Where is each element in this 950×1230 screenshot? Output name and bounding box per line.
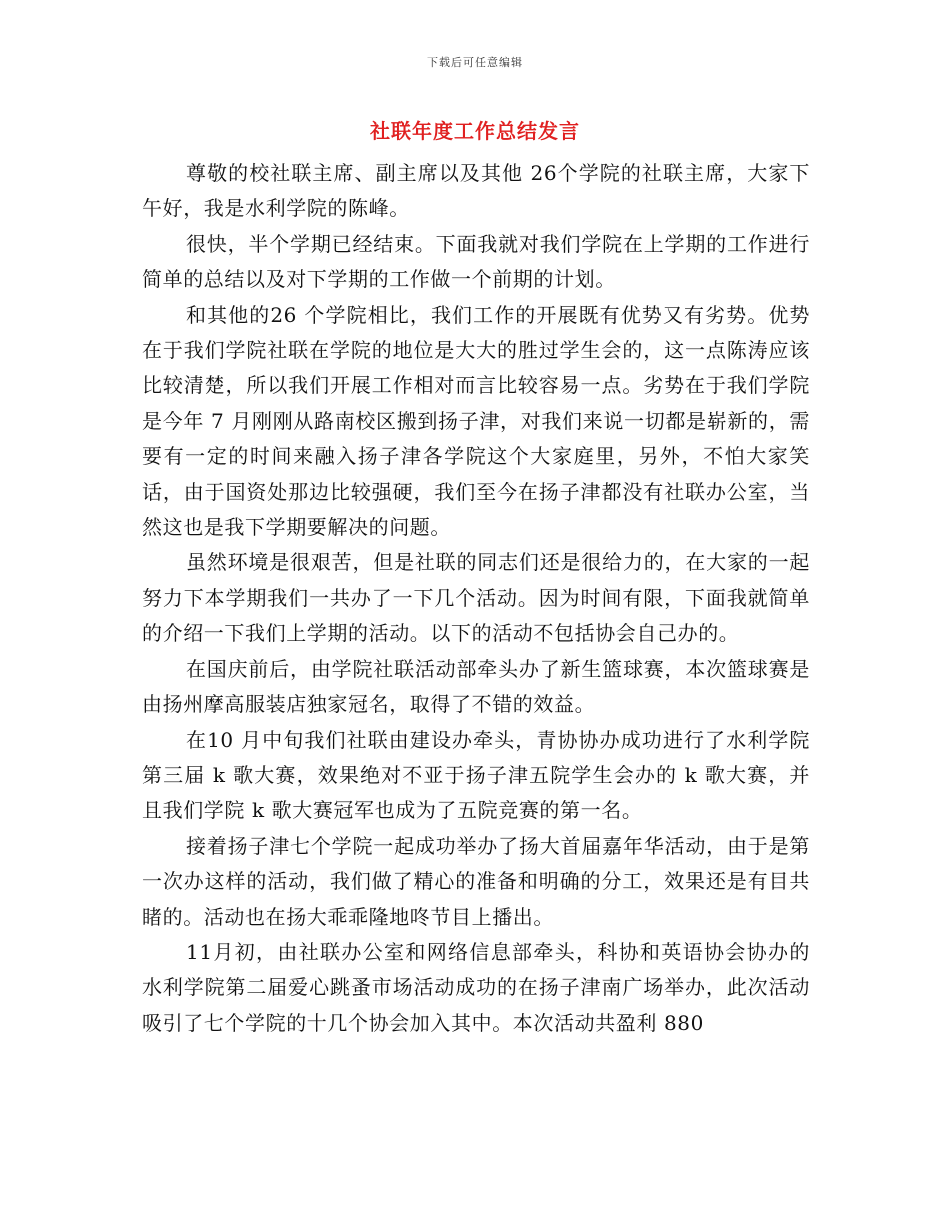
paragraph: 虽然环境是很艰苦，但是社联的同志们还是很给力的，在大家的一起努力下本学期我们一共办了一下几个活动。因为时间有限，下面我就简单的介绍一下我们上学期的活动。以下的活动不包括协会自己办的。 [142, 550, 810, 646]
paragraph: 11月初，由社联办公室和网络信息部牵头，科协和英语协会协办的水利学院第二届爱心跳蚤市场活动成功的在扬子津南广场举办，此次活动吸引了七个学院的十几个协会加入其中。本次活动共盈利 880 [142, 939, 810, 1035]
paragraph: 在国庆前后，由学院社联活动部牵头办了新生篮球赛，本次篮球赛是由扬州摩高服装店独家冠名，取得了不错的效益。 [142, 656, 810, 717]
paragraph: 和其他的26 个学院相比，我们工作的开展既有优势又有劣势。优势在于我们学院社联在学院的地位是大大的胜过学生会的，这一点陈涛应该比较清楚，所以我们开展工作相对而言比较容易一点。劣势在于我们学院是今年 7 月刚刚从路南校区搬到扬子津，对我们来说一切都是崭新的，需要有一定的时间来融入扬子津各学院这个大家庭里，另外，不怕大家笑话，由于国资处那边比较强硬，我们至今在扬子津都没有社联办公室，当然这也是我下学期要解决的问题。 [142, 302, 810, 540]
paragraph: 尊敬的校社联主席、副主席以及其他 26个学院的社联主席，大家下午好，我是水利学院的陈峰。 [142, 161, 810, 221]
document-title: 社联年度工作总结发言 [370, 119, 580, 143]
document-body [142, 156, 810, 1041]
paragraph: 在10 月中旬我们社联由建设办牵头，青协协办成功进行了水利学院第三届 k 歌大赛，效果绝对不亚于扬子津五院学生会办的 k 歌大赛，并且我们学院 k 歌大赛冠军也成为了五院竞赛的第一名。 [142, 727, 810, 823]
header-note: 下载后可任意编辑 [427, 56, 523, 69]
paragraph: 接着扬子津七个学院一起成功举办了扬大首届嘉年华活动，由于是第一次办这样的活动，我们做了精心的准备和明确的分工，效果还是有目共睹的。活动也在扬大乖乖隆地咚节目上播出。 [142, 833, 810, 929]
paragraph: 很快，半个学期已经结束。下面我就对我们学院在上学期的工作进行简单的总结以及对下学期的工作做一个前期的计划。 [142, 231, 810, 292]
